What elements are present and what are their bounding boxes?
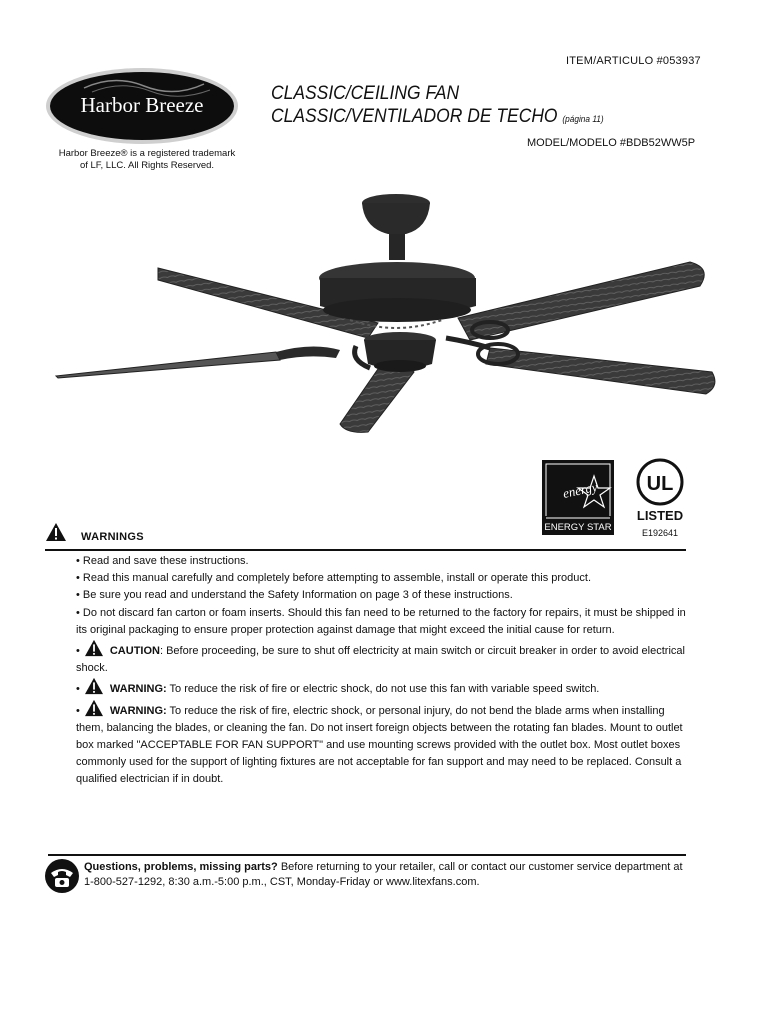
help-question: Questions, problems, missing parts? bbox=[84, 861, 278, 873]
warning-bullet: • Do not discard fan carton or foam inserts. Should this fan need to be returned to the factory for repairs, it must be shipped in its original packaging to ensure proper protection against damage that might exceed the initial cause for return. bbox=[76, 606, 686, 636]
customer-service-note bbox=[84, 860, 684, 890]
warning-bullet: • Read and save these instructions. bbox=[76, 555, 249, 567]
warning-text: To reduce the risk of fire, electric shock, or personal injury, do not bend the blade arms when installing them, balancing the blades, or cleaning the fan. Do not insert foreign objects between the rotating fan blades. Mount to outlet box marked "ACCEPTABLE FOR FAN SUPPORT" and use mounting screws provided with the outlet box. Most outlet boxes commonly used for the support of lighting fixtures are not acceptable for fan support and may need to be replaced. Consult a qualified electrician if in doubt. bbox=[76, 704, 683, 786]
warning-triangle-icon bbox=[84, 677, 104, 695]
title-english: CLASSIC/CEILING FAN bbox=[271, 83, 460, 104]
warning-label: WARNING: bbox=[109, 683, 167, 696]
phone-icon bbox=[44, 858, 80, 894]
ceiling-fan-illustration bbox=[50, 188, 722, 438]
item-number: ITEM/ARTICULO #053937 bbox=[566, 55, 701, 67]
title-spanish bbox=[271, 106, 604, 128]
bullet-marker: • bbox=[76, 704, 80, 717]
energy-script: energy bbox=[561, 479, 599, 501]
trademark-line-1: Harbor Breeze® is a registered trademark bbox=[58, 148, 236, 159]
ul-mark-text: UL bbox=[646, 473, 674, 495]
warnings-title: WARNINGS bbox=[81, 531, 144, 543]
logo-text: Harbor Breeze bbox=[80, 93, 204, 117]
warning-item-blade-arms bbox=[76, 699, 688, 789]
warning-item-speed-switch bbox=[76, 677, 688, 698]
warning-text: To reduce the risk of fire or electric shock, do not use this fan with variable speed switch. bbox=[166, 683, 600, 696]
caution-label: CAUTION bbox=[109, 645, 160, 658]
title-spanish-text: CLASSIC/VENTILADOR DE TECHO bbox=[271, 106, 558, 127]
trademark-note bbox=[40, 148, 254, 172]
help-divider bbox=[48, 854, 686, 856]
help-body: Before returning to your retailer, call or contact our customer service department at 1-800-527-1292, 8:30 a.m.-5:00 p.m., CST, Monday-Friday or www.litexfans.com. bbox=[84, 861, 683, 888]
caution-item bbox=[76, 639, 688, 677]
warning-triangle-icon bbox=[45, 522, 67, 542]
energy-star-label: ENERGY STAR bbox=[544, 522, 612, 533]
harbor-breeze-logo bbox=[44, 66, 240, 146]
warning-bullet: • Be sure you read and understand the Safety Information on page 3 of these instructions. bbox=[76, 589, 513, 602]
ul-file-number: E192641 bbox=[641, 528, 679, 538]
bullet-marker: • bbox=[76, 645, 80, 658]
warning-label: WARNING: bbox=[109, 704, 167, 717]
warning-bullet: • Read this manual carefully and completely before attempting to assemble, install or operate this product. bbox=[76, 572, 592, 585]
warnings-list bbox=[76, 553, 688, 789]
warnings-header bbox=[45, 522, 686, 551]
bullet-marker: • bbox=[76, 683, 80, 696]
model-number: MODEL/MODELO #BDB52WW5P bbox=[527, 137, 696, 149]
caution-triangle-icon bbox=[84, 639, 104, 657]
trademark-line-2: of LF, LLC. All Rights Reserved. bbox=[79, 160, 215, 171]
title-page-note: (página 11) bbox=[562, 114, 604, 124]
caution-text: : Before proceeding, be sure to shut off electricity at main switch or circuit breaker in order to avoid electrical shock. bbox=[76, 645, 685, 675]
warning-triangle-icon bbox=[84, 699, 104, 717]
ul-listed-label: LISTED bbox=[636, 508, 684, 523]
